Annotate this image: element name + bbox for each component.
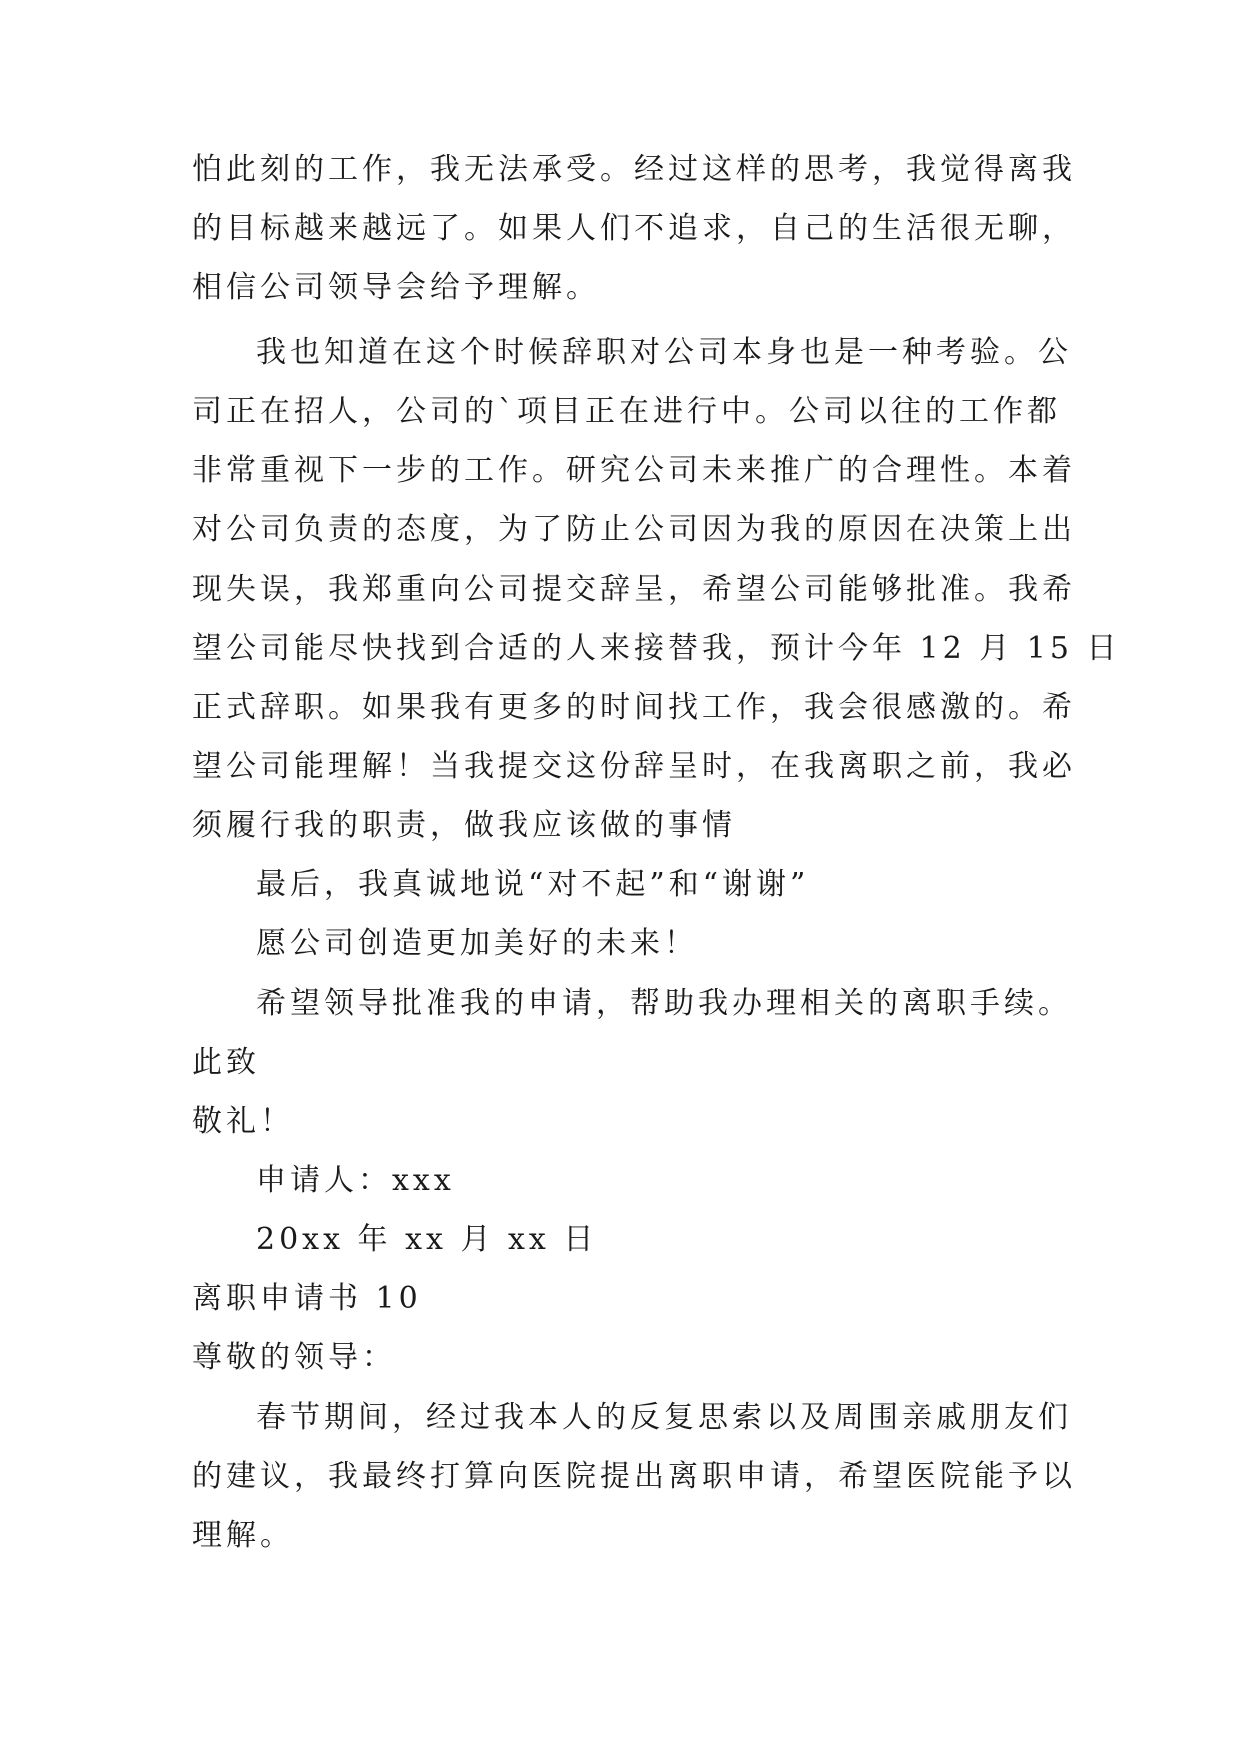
applicant-signature: 申请人：xxx [256,1163,455,1198]
text-line: 相信公司领导会给予理解。 [192,270,600,305]
salutation-jingli: 敬礼！ [192,1104,294,1139]
salutation-cizhi: 此致 [192,1045,260,1080]
closing-apology-line: 最后，我真诚地说“对不起”和“谢谢” [256,867,810,902]
text-line: 现失误，我郑重向公司提交辞呈，希望公司能够批准。我希 [192,572,1076,607]
text-line: 须履行我的职责，做我应该做的事情 [192,808,736,843]
paragraph-start-line: 我也知道在这个时候辞职对公司本身也是一种考验。公 [256,335,1072,370]
text-line: 望公司能尽快找到合适的人来接替我，预计今年 12 月 15 日 [192,631,1121,666]
text-line: 怕此刻的工作，我无法承受。经过这样的思考，我觉得离我 [192,152,1076,187]
paragraph-start-line: 春节期间，经过我本人的反复思索以及周围亲戚朋友们 [256,1400,1072,1435]
text-line: 的目标越来越远了。如果人们不追求，自己的生活很无聊， [192,211,1076,246]
text-line: 司正在招人，公司的`项目正在进行中。公司以往的工作都 [192,394,1061,429]
letter-greeting: 尊敬的领导： [192,1340,396,1375]
text-line: 理解。 [192,1518,294,1553]
text-line: 正式辞职。如果我有更多的时间找工作，我会很感激的。希 [192,690,1076,725]
section-heading: 离职申请书 10 [192,1281,422,1316]
text-line: 对公司负责的态度，为了防止公司因为我的原因在决策上出 [192,512,1076,547]
text-line: 非常重视下一步的工作。研究公司未来推广的合理性。本着 [192,453,1076,488]
signature-date: 20xx 年 xx 月 xx 日 [256,1222,598,1257]
text-line: 望公司能理解！当我提交这份辞呈时，在我离职之前，我必 [192,749,1076,784]
closing-wish-line: 愿公司创造更加美好的未来！ [256,926,698,961]
text-line: 的建议，我最终打算向医院提出离职申请，希望医院能予以 [192,1459,1076,1494]
closing-request-line: 希望领导批准我的申请，帮助我办理相关的离职手续。 [256,986,1072,1021]
